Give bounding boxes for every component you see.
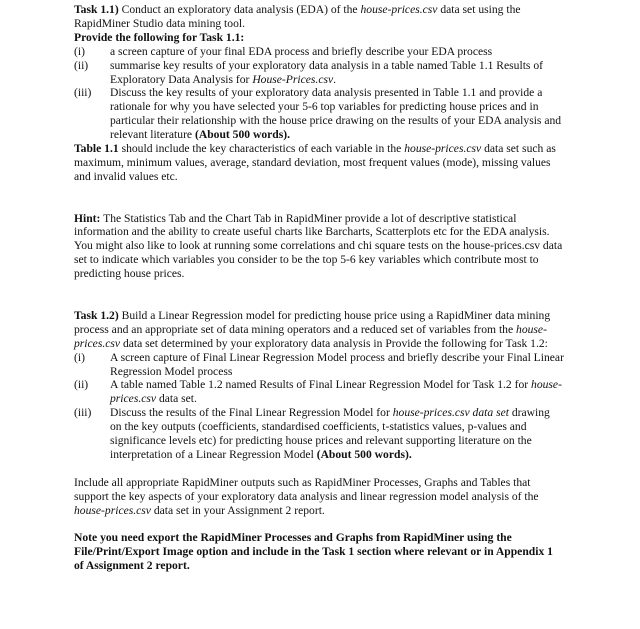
list-item: (i) a screen capture of your final EDA process and briefly describe your EDA process xyxy=(74,44,493,58)
list-item: (ii) summarise key results of your exploratory data analysis in a table named Table 1.1 Results of Exploratory Data Analysis for House-Prices.csv. xyxy=(74,58,543,86)
task-1-1-list xyxy=(74,45,564,142)
list-item: (ii) A table named Table 1.2 named Results of Final Linear Regression Model for Task 1.2 for house-prices.csv data set. xyxy=(74,378,562,406)
export-note: Note you need export the RapidMiner Processes and Graphs from RapidMiner using the File/Print/Export Image option and include in the Task 1 section where relevant or in Appendix 1 of Assignment 2 report. xyxy=(74,531,553,573)
list-item: (iii) Discuss the key results of your exploratory data analysis presented in Table 1.1 and provide a rationale for why you have selected your 5-6 top variables for predicting house prices and in particular their relationship with the house price drawing on the results of your EDA analysis and relevant literature (About 500 words). xyxy=(74,86,562,142)
task-1-1-provide-heading: Provide the following for Task 1.1: xyxy=(74,30,245,44)
list-item: (i) A screen capture of Final Linear Regression Model process and briefly describe your Final Linear Regression Model process xyxy=(74,350,564,378)
task-1-2-list xyxy=(74,351,564,462)
hint-paragraph: Hint: The Statistics Tab and the Chart Tab in RapidMiner provide a lot of descriptive statistical information and the ability to create useful charts like Barcharts, Scatterplots etc for the EDA analysis. You might also like to look at running some correlations and chi square tests on the house-prices.csv data set to indicate which variables you consider to be the top 5-6 key variables which contribute most to predicting house prices. xyxy=(74,211,563,281)
list-item: (iii) Discuss the results of the Final Linear Regression Model for house-prices.csv data set drawing on the key outputs (coefficients, standardised coefficients, t-statistics values, p-values and significance levels etc) for predicting house prices and relevant supporting literature on the interpretation of a Linear Regression Model (About 500 words). xyxy=(74,406,550,461)
task-1-1-intro: Task 1.1) Conduct an exploratory data analysis (EDA) of the house-prices.csv data set using the RapidMiner Studio data mining tool. xyxy=(74,3,521,30)
task-1-2-intro: Task 1.2) Build a Linear Regression model for predicting house price using a RapidMiner data mining process and an appropriate set of data mining operators and a reduced set of variables from the house-prices.csv data set determined by your exploratory data analysis in Provide the following for Task 1.2: xyxy=(74,308,551,350)
task-1-2-label: Task 1.2) xyxy=(74,308,119,322)
table-1-1-description: Table 1.1 should include the key characteristics of each variable in the house-prices.csv data set such as maximum, minimum values, average, standard deviation, most frequent values (mode), missing values and invalid values etc. xyxy=(74,142,556,183)
include-outputs-paragraph: Include all appropriate RapidMiner outputs such as RapidMiner Processes, Graphs and Tables that support the key aspects of your exploratory data analysis and linear regression model analysis of the house-prices.csv data set in your Assignment 2 report. xyxy=(74,475,539,517)
task-1-1-label: Task 1.1) xyxy=(74,3,119,16)
